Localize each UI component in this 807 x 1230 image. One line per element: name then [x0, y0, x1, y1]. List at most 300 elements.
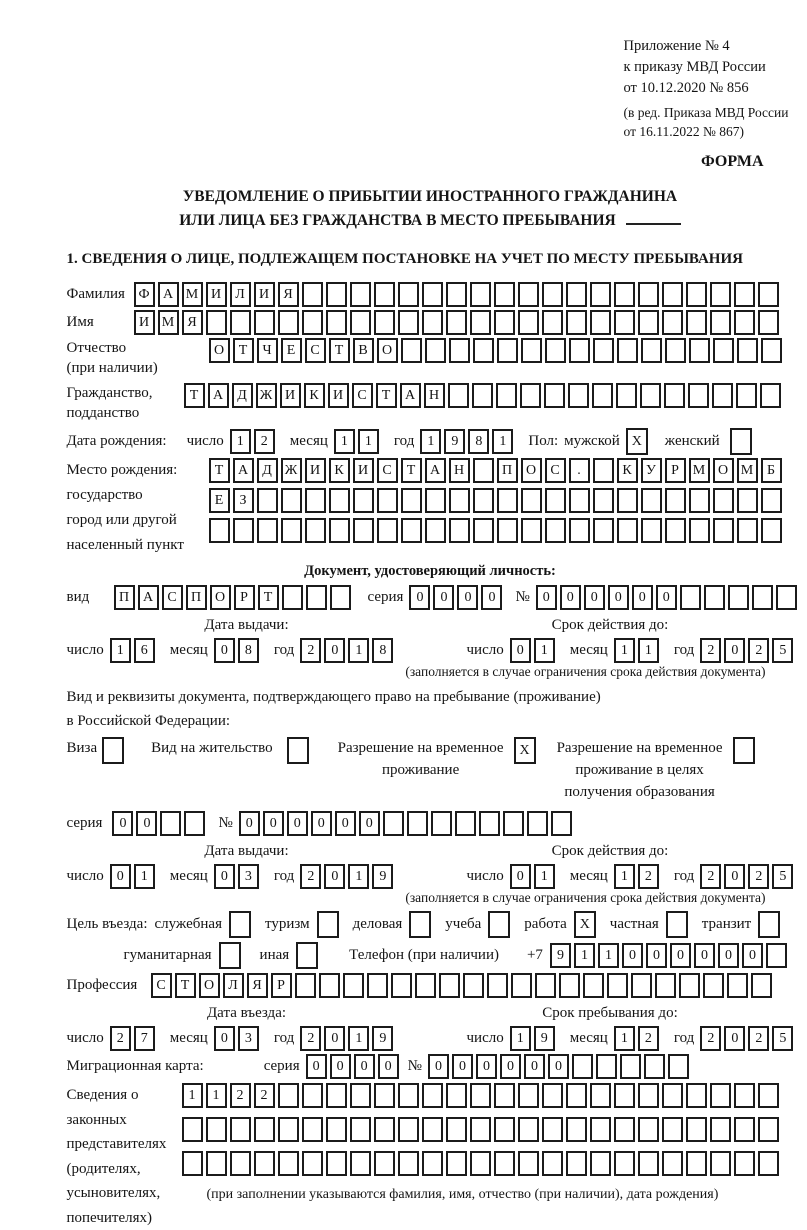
- firstname-char-box[interactable]: [350, 310, 371, 335]
- transit-checkbox[interactable]: [758, 911, 780, 938]
- issue-day-digit-box[interactable]: 6: [134, 638, 155, 663]
- representative-char-box[interactable]: [374, 1083, 395, 1108]
- surname-char-box[interactable]: Ф: [134, 282, 155, 307]
- birth-place-char-box[interactable]: [281, 518, 302, 543]
- profession-char-box[interactable]: [727, 973, 748, 998]
- representative-char-box[interactable]: [662, 1117, 683, 1142]
- representative-char-box[interactable]: [254, 1117, 275, 1142]
- entry-month-digit-box[interactable]: 3: [238, 1026, 259, 1051]
- profession-char-box[interactable]: [391, 973, 412, 998]
- birth-place-char-box[interactable]: [497, 488, 518, 513]
- birth-place-char-box[interactable]: [521, 488, 542, 513]
- patronymic-char-box[interactable]: О: [209, 338, 230, 363]
- birth-place-char-box[interactable]: [329, 488, 350, 513]
- representative-char-box[interactable]: [374, 1151, 395, 1176]
- representative-char-box[interactable]: [446, 1083, 467, 1108]
- profession-char-box[interactable]: [655, 973, 676, 998]
- residence-issue-day-digit-box[interactable]: 1: [134, 864, 155, 889]
- entry-month-digit-box[interactable]: 0: [214, 1026, 235, 1051]
- birth-place-char-box[interactable]: [425, 488, 446, 513]
- representative-char-box[interactable]: [518, 1151, 539, 1176]
- representative-char-box[interactable]: [398, 1083, 419, 1108]
- representative-char-box[interactable]: [230, 1151, 251, 1176]
- expiry-year-digit-box[interactable]: 0: [724, 638, 745, 663]
- migration-number-digit-box[interactable]: 0: [500, 1054, 521, 1079]
- expiry-day-digit-box[interactable]: 1: [534, 638, 555, 663]
- birth-place-char-box[interactable]: [545, 518, 566, 543]
- representative-char-box[interactable]: [302, 1117, 323, 1142]
- firstname-char-box[interactable]: [494, 310, 515, 335]
- issue-year-digit-box[interactable]: 1: [348, 638, 369, 663]
- representative-char-box[interactable]: [638, 1083, 659, 1108]
- birth-day-digit-box[interactable]: 1: [230, 429, 251, 454]
- patronymic-char-box[interactable]: [497, 338, 518, 363]
- surname-char-box[interactable]: [470, 282, 491, 307]
- birth-place-char-box[interactable]: [713, 518, 734, 543]
- firstname-char-box[interactable]: [254, 310, 275, 335]
- citizenship-char-box[interactable]: Д: [232, 383, 253, 408]
- surname-char-box[interactable]: [494, 282, 515, 307]
- representative-char-box[interactable]: [326, 1117, 347, 1142]
- representative-char-box[interactable]: [614, 1117, 635, 1142]
- birth-place-char-box[interactable]: С: [377, 458, 398, 483]
- residence-issue-month-digit-box[interactable]: 3: [238, 864, 259, 889]
- representative-char-box[interactable]: [758, 1083, 779, 1108]
- representative-char-box[interactable]: [446, 1117, 467, 1142]
- representative-char-box[interactable]: [350, 1117, 371, 1142]
- residence-expiry-month-digit-box[interactable]: 1: [614, 864, 635, 889]
- surname-char-box[interactable]: [374, 282, 395, 307]
- representative-char-box[interactable]: [446, 1151, 467, 1176]
- representative-char-box[interactable]: [350, 1151, 371, 1176]
- firstname-char-box[interactable]: [686, 310, 707, 335]
- citizenship-char-box[interactable]: [616, 383, 637, 408]
- stay-day-digit-box[interactable]: 1: [510, 1026, 531, 1051]
- profession-char-box[interactable]: Т: [175, 973, 196, 998]
- residence-number-digit-box[interactable]: [455, 811, 476, 836]
- citizenship-char-box[interactable]: И: [328, 383, 349, 408]
- doc-kind-char-box[interactable]: Т: [258, 585, 279, 610]
- migration-series-digit-box[interactable]: 0: [354, 1054, 375, 1079]
- representative-char-box[interactable]: 2: [230, 1083, 251, 1108]
- patronymic-char-box[interactable]: [401, 338, 422, 363]
- citizenship-char-box[interactable]: [688, 383, 709, 408]
- birth-place-char-box[interactable]: Н: [449, 458, 470, 483]
- birth-place-char-box[interactable]: Ж: [281, 458, 302, 483]
- doc-kind-char-box[interactable]: [282, 585, 303, 610]
- stay-year-digit-box[interactable]: 0: [724, 1026, 745, 1051]
- birth-place-char-box[interactable]: [737, 488, 758, 513]
- migration-number-digit-box[interactable]: [644, 1054, 665, 1079]
- representative-char-box[interactable]: [590, 1117, 611, 1142]
- surname-char-box[interactable]: [326, 282, 347, 307]
- citizenship-char-box[interactable]: К: [304, 383, 325, 408]
- surname-char-box[interactable]: [590, 282, 611, 307]
- birth-place-char-box[interactable]: О: [713, 458, 734, 483]
- residence-number-digit-box[interactable]: [503, 811, 524, 836]
- patronymic-char-box[interactable]: С: [305, 338, 326, 363]
- residence-issue-year-digit-box[interactable]: 0: [324, 864, 345, 889]
- surname-char-box[interactable]: [398, 282, 419, 307]
- doc-kind-char-box[interactable]: Р: [234, 585, 255, 610]
- birth-place-char-box[interactable]: К: [329, 458, 350, 483]
- residence-expiry-year-digit-box[interactable]: 5: [772, 864, 793, 889]
- migration-number-digit-box[interactable]: [620, 1054, 641, 1079]
- surname-char-box[interactable]: [686, 282, 707, 307]
- stay-year-digit-box[interactable]: 5: [772, 1026, 793, 1051]
- representative-char-box[interactable]: [518, 1117, 539, 1142]
- representative-char-box[interactable]: [566, 1083, 587, 1108]
- migration-number-digit-box[interactable]: 0: [452, 1054, 473, 1079]
- migration-series-digit-box[interactable]: 0: [378, 1054, 399, 1079]
- phone-digit-box[interactable]: 1: [574, 943, 595, 968]
- representative-char-box[interactable]: 1: [182, 1083, 203, 1108]
- residence-issue-year-digit-box[interactable]: 1: [348, 864, 369, 889]
- patronymic-char-box[interactable]: О: [377, 338, 398, 363]
- migration-number-digit-box[interactable]: 0: [476, 1054, 497, 1079]
- representative-char-box[interactable]: [710, 1083, 731, 1108]
- doc-number-digit-box[interactable]: [704, 585, 725, 610]
- patronymic-char-box[interactable]: В: [353, 338, 374, 363]
- citizenship-char-box[interactable]: [520, 383, 541, 408]
- firstname-char-box[interactable]: [662, 310, 683, 335]
- entry-year-digit-box[interactable]: 1: [348, 1026, 369, 1051]
- birth-place-char-box[interactable]: [377, 488, 398, 513]
- firstname-char-box[interactable]: М: [158, 310, 179, 335]
- surname-char-box[interactable]: Я: [278, 282, 299, 307]
- residence-number-digit-box[interactable]: 0: [287, 811, 308, 836]
- birth-place-char-box[interactable]: [689, 488, 710, 513]
- birth-place-char-box[interactable]: Е: [209, 488, 230, 513]
- birth-place-char-box[interactable]: [425, 518, 446, 543]
- patronymic-char-box[interactable]: [617, 338, 638, 363]
- representative-char-box[interactable]: [278, 1117, 299, 1142]
- representative-char-box[interactable]: [494, 1083, 515, 1108]
- phone-digit-box[interactable]: 0: [670, 943, 691, 968]
- firstname-char-box[interactable]: [206, 310, 227, 335]
- surname-char-box[interactable]: [758, 282, 779, 307]
- representative-char-box[interactable]: [350, 1083, 371, 1108]
- male-checkbox[interactable]: X: [626, 428, 648, 455]
- expiry-month-digit-box[interactable]: 1: [638, 638, 659, 663]
- birth-place-char-box[interactable]: И: [353, 458, 374, 483]
- other-checkbox[interactable]: [296, 942, 318, 969]
- phone-digit-box[interactable]: 1: [598, 943, 619, 968]
- birth-place-char-box[interactable]: [257, 488, 278, 513]
- profession-char-box[interactable]: Я: [247, 973, 268, 998]
- birth-year-digit-box[interactable]: 1: [492, 429, 513, 454]
- residence-expiry-year-digit-box[interactable]: 2: [700, 864, 721, 889]
- citizenship-char-box[interactable]: [568, 383, 589, 408]
- work-checkbox[interactable]: X: [574, 911, 596, 938]
- profession-char-box[interactable]: Р: [271, 973, 292, 998]
- issue-month-digit-box[interactable]: 8: [238, 638, 259, 663]
- representative-char-box[interactable]: [278, 1083, 299, 1108]
- birth-place-char-box[interactable]: [641, 488, 662, 513]
- firstname-char-box[interactable]: [302, 310, 323, 335]
- birth-place-char-box[interactable]: [593, 518, 614, 543]
- phone-digit-box[interactable]: [766, 943, 787, 968]
- patronymic-char-box[interactable]: [665, 338, 686, 363]
- birth-place-char-box[interactable]: [353, 518, 374, 543]
- birth-place-char-box[interactable]: [521, 518, 542, 543]
- citizenship-char-box[interactable]: Т: [376, 383, 397, 408]
- residence-expiry-day-digit-box[interactable]: 0: [510, 864, 531, 889]
- birth-place-char-box[interactable]: [353, 488, 374, 513]
- citizenship-char-box[interactable]: [496, 383, 517, 408]
- doc-series-digit-box[interactable]: 0: [457, 585, 478, 610]
- representative-char-box[interactable]: [326, 1151, 347, 1176]
- humanitarian-checkbox[interactable]: [219, 942, 241, 969]
- phone-digit-box[interactable]: 9: [550, 943, 571, 968]
- birth-place-char-box[interactable]: [449, 518, 470, 543]
- representative-char-box[interactable]: [494, 1117, 515, 1142]
- patronymic-char-box[interactable]: [713, 338, 734, 363]
- doc-kind-char-box[interactable]: О: [210, 585, 231, 610]
- issue-month-digit-box[interactable]: 0: [214, 638, 235, 663]
- representative-char-box[interactable]: [398, 1117, 419, 1142]
- representative-char-box[interactable]: [542, 1083, 563, 1108]
- birth-place-char-box[interactable]: [689, 518, 710, 543]
- birth-place-char-box[interactable]: [497, 518, 518, 543]
- representative-char-box[interactable]: [254, 1151, 275, 1176]
- representative-char-box[interactable]: [686, 1083, 707, 1108]
- business-checkbox[interactable]: [409, 911, 431, 938]
- firstname-char-box[interactable]: [518, 310, 539, 335]
- birth-place-char-box[interactable]: П: [497, 458, 518, 483]
- birth-place-char-box[interactable]: И: [305, 458, 326, 483]
- representative-char-box[interactable]: [758, 1117, 779, 1142]
- residence-number-digit-box[interactable]: [407, 811, 428, 836]
- residence-number-digit-box[interactable]: [551, 811, 572, 836]
- citizenship-char-box[interactable]: Т: [184, 383, 205, 408]
- doc-number-digit-box[interactable]: 0: [584, 585, 605, 610]
- representative-char-box[interactable]: [326, 1083, 347, 1108]
- birth-place-char-box[interactable]: [233, 518, 254, 543]
- profession-char-box[interactable]: [463, 973, 484, 998]
- firstname-char-box[interactable]: [590, 310, 611, 335]
- stay-month-digit-box[interactable]: 1: [614, 1026, 635, 1051]
- firstname-char-box[interactable]: [470, 310, 491, 335]
- doc-series-digit-box[interactable]: 0: [409, 585, 430, 610]
- birth-place-char-box[interactable]: [665, 488, 686, 513]
- residence-number-digit-box[interactable]: [479, 811, 500, 836]
- birth-place-char-box[interactable]: [305, 518, 326, 543]
- representative-char-box[interactable]: [470, 1083, 491, 1108]
- firstname-char-box[interactable]: [638, 310, 659, 335]
- residence-issue-month-digit-box[interactable]: 0: [214, 864, 235, 889]
- birth-place-char-box[interactable]: [329, 518, 350, 543]
- citizenship-char-box[interactable]: [472, 383, 493, 408]
- citizenship-char-box[interactable]: А: [208, 383, 229, 408]
- profession-char-box[interactable]: [415, 973, 436, 998]
- birth-place-char-box[interactable]: З: [233, 488, 254, 513]
- phone-digit-box[interactable]: 0: [622, 943, 643, 968]
- residence-expiry-month-digit-box[interactable]: 2: [638, 864, 659, 889]
- representative-char-box[interactable]: [686, 1151, 707, 1176]
- representative-char-box[interactable]: [278, 1151, 299, 1176]
- birth-place-char-box[interactable]: [737, 518, 758, 543]
- stay-year-digit-box[interactable]: 2: [700, 1026, 721, 1051]
- residence-series-digit-box[interactable]: [184, 811, 205, 836]
- patronymic-char-box[interactable]: Т: [329, 338, 350, 363]
- representative-char-box[interactable]: [182, 1151, 203, 1176]
- temporary-residence-education-checkbox[interactable]: [733, 737, 755, 764]
- patronymic-char-box[interactable]: [761, 338, 782, 363]
- doc-number-digit-box[interactable]: 0: [656, 585, 677, 610]
- firstname-char-box[interactable]: [422, 310, 443, 335]
- representative-char-box[interactable]: [590, 1083, 611, 1108]
- surname-char-box[interactable]: И: [206, 282, 227, 307]
- birth-place-char-box[interactable]: Б: [761, 458, 782, 483]
- representative-char-box[interactable]: [662, 1083, 683, 1108]
- birth-place-char-box[interactable]: [281, 488, 302, 513]
- representative-char-box[interactable]: [422, 1151, 443, 1176]
- citizenship-char-box[interactable]: С: [352, 383, 373, 408]
- doc-number-digit-box[interactable]: 0: [632, 585, 653, 610]
- citizenship-char-box[interactable]: [640, 383, 661, 408]
- citizenship-char-box[interactable]: [544, 383, 565, 408]
- residence-permit-checkbox[interactable]: [287, 737, 309, 764]
- citizenship-char-box[interactable]: [712, 383, 733, 408]
- residence-number-digit-box[interactable]: [383, 811, 404, 836]
- patronymic-char-box[interactable]: [689, 338, 710, 363]
- birth-place-char-box[interactable]: У: [641, 458, 662, 483]
- representative-char-box[interactable]: [422, 1083, 443, 1108]
- profession-char-box[interactable]: [559, 973, 580, 998]
- stay-day-digit-box[interactable]: 9: [534, 1026, 555, 1051]
- birth-place-char-box[interactable]: С: [545, 458, 566, 483]
- phone-digit-box[interactable]: 0: [742, 943, 763, 968]
- doc-number-digit-box[interactable]: [728, 585, 749, 610]
- representative-char-box[interactable]: [638, 1151, 659, 1176]
- firstname-char-box[interactable]: И: [134, 310, 155, 335]
- surname-char-box[interactable]: [518, 282, 539, 307]
- doc-kind-char-box[interactable]: П: [186, 585, 207, 610]
- firstname-char-box[interactable]: [734, 310, 755, 335]
- representative-char-box[interactable]: [566, 1117, 587, 1142]
- entry-year-digit-box[interactable]: 2: [300, 1026, 321, 1051]
- birth-place-char-box[interactable]: [569, 518, 590, 543]
- profession-char-box[interactable]: [367, 973, 388, 998]
- surname-char-box[interactable]: [566, 282, 587, 307]
- surname-char-box[interactable]: [710, 282, 731, 307]
- birth-place-char-box[interactable]: А: [425, 458, 446, 483]
- representative-char-box[interactable]: [638, 1117, 659, 1142]
- residence-issue-day-digit-box[interactable]: 0: [110, 864, 131, 889]
- expiry-month-digit-box[interactable]: 1: [614, 638, 635, 663]
- surname-char-box[interactable]: [422, 282, 443, 307]
- birth-place-char-box[interactable]: [473, 518, 494, 543]
- phone-digit-box[interactable]: 0: [718, 943, 739, 968]
- surname-char-box[interactable]: [614, 282, 635, 307]
- birth-place-char-box[interactable]: [593, 458, 614, 483]
- birth-place-char-box[interactable]: [449, 488, 470, 513]
- firstname-char-box[interactable]: Я: [182, 310, 203, 335]
- surname-char-box[interactable]: [302, 282, 323, 307]
- birth-place-char-box[interactable]: [401, 518, 422, 543]
- doc-number-digit-box[interactable]: [680, 585, 701, 610]
- birth-year-digit-box[interactable]: 8: [468, 429, 489, 454]
- issue-year-digit-box[interactable]: 8: [372, 638, 393, 663]
- birth-place-char-box[interactable]: М: [737, 458, 758, 483]
- profession-char-box[interactable]: [487, 973, 508, 998]
- representative-char-box[interactable]: 2: [254, 1083, 275, 1108]
- residence-series-digit-box[interactable]: 0: [136, 811, 157, 836]
- birth-place-char-box[interactable]: О: [521, 458, 542, 483]
- firstname-char-box[interactable]: [758, 310, 779, 335]
- birth-place-char-box[interactable]: [545, 488, 566, 513]
- issue-day-digit-box[interactable]: 1: [110, 638, 131, 663]
- birth-place-char-box[interactable]: [473, 488, 494, 513]
- birth-place-char-box[interactable]: [305, 488, 326, 513]
- residence-issue-year-digit-box[interactable]: 9: [372, 864, 393, 889]
- birth-place-char-box[interactable]: [401, 488, 422, 513]
- citizenship-char-box[interactable]: Н: [424, 383, 445, 408]
- birth-place-char-box[interactable]: [209, 518, 230, 543]
- residence-number-digit-box[interactable]: 0: [239, 811, 260, 836]
- birth-place-char-box[interactable]: Т: [209, 458, 230, 483]
- doc-number-digit-box[interactable]: 0: [560, 585, 581, 610]
- birth-place-char-box[interactable]: К: [617, 458, 638, 483]
- birth-place-char-box[interactable]: [257, 518, 278, 543]
- representative-char-box[interactable]: [662, 1151, 683, 1176]
- representative-char-box[interactable]: [734, 1151, 755, 1176]
- profession-char-box[interactable]: [607, 973, 628, 998]
- profession-char-box[interactable]: Л: [223, 973, 244, 998]
- entry-year-digit-box[interactable]: 9: [372, 1026, 393, 1051]
- firstname-char-box[interactable]: [566, 310, 587, 335]
- birth-place-char-box[interactable]: [665, 518, 686, 543]
- residence-series-digit-box[interactable]: [160, 811, 181, 836]
- visa-checkbox[interactable]: [102, 737, 124, 764]
- citizenship-char-box[interactable]: [592, 383, 613, 408]
- surname-char-box[interactable]: [662, 282, 683, 307]
- temporary-residence-checkbox[interactable]: X: [514, 737, 536, 764]
- residence-series-digit-box[interactable]: 0: [112, 811, 133, 836]
- profession-char-box[interactable]: С: [151, 973, 172, 998]
- birth-place-char-box[interactable]: [761, 518, 782, 543]
- doc-number-digit-box[interactable]: [752, 585, 773, 610]
- birth-place-char-box[interactable]: [641, 518, 662, 543]
- birth-place-char-box[interactable]: [761, 488, 782, 513]
- birth-day-digit-box[interactable]: 2: [254, 429, 275, 454]
- patronymic-char-box[interactable]: [449, 338, 470, 363]
- residence-number-digit-box[interactable]: [431, 811, 452, 836]
- entry-year-digit-box[interactable]: 0: [324, 1026, 345, 1051]
- birth-month-digit-box[interactable]: 1: [334, 429, 355, 454]
- expiry-year-digit-box[interactable]: 2: [700, 638, 721, 663]
- migration-number-digit-box[interactable]: [572, 1054, 593, 1079]
- representative-char-box[interactable]: [302, 1151, 323, 1176]
- firstname-char-box[interactable]: [398, 310, 419, 335]
- representative-char-box[interactable]: [206, 1151, 227, 1176]
- representative-char-box[interactable]: 1: [206, 1083, 227, 1108]
- profession-char-box[interactable]: [535, 973, 556, 998]
- birth-place-char-box[interactable]: [377, 518, 398, 543]
- doc-kind-char-box[interactable]: С: [162, 585, 183, 610]
- patronymic-char-box[interactable]: [641, 338, 662, 363]
- doc-kind-char-box[interactable]: [306, 585, 327, 610]
- private-checkbox[interactable]: [666, 911, 688, 938]
- representative-char-box[interactable]: [710, 1151, 731, 1176]
- tourism-checkbox[interactable]: [317, 911, 339, 938]
- residence-expiry-year-digit-box[interactable]: 2: [748, 864, 769, 889]
- birth-year-digit-box[interactable]: 1: [420, 429, 441, 454]
- representative-char-box[interactable]: [542, 1151, 563, 1176]
- citizenship-char-box[interactable]: И: [280, 383, 301, 408]
- residence-number-digit-box[interactable]: 0: [335, 811, 356, 836]
